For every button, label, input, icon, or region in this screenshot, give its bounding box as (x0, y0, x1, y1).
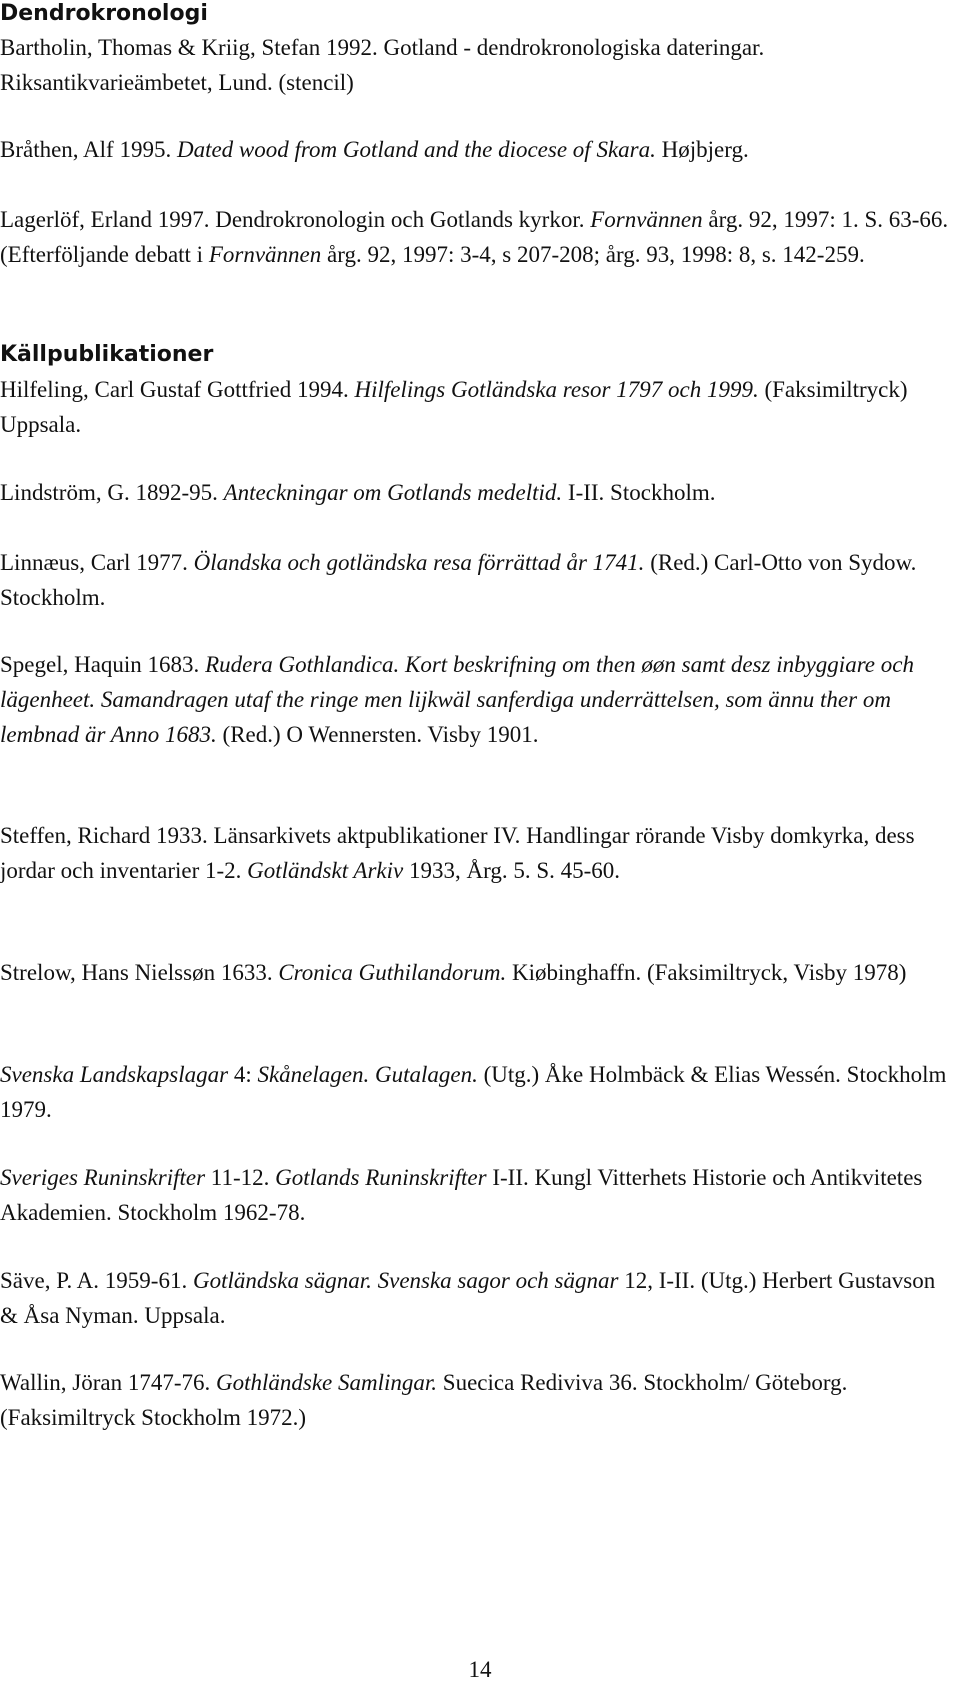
reference-entry (0, 202, 950, 272)
reference-entry (0, 955, 950, 990)
entry-title: Fornvännen (590, 207, 703, 232)
entry-title: Svenska Landskapslagar (0, 1062, 229, 1087)
entry-text: (Red.) Carl-Otto von Sydow. Stockholm. (0, 550, 917, 610)
entry-title: Gotländska sägnar. Svenska sagor och sägnar (192, 1268, 619, 1293)
section-heading-dendrokronologi: Dendrokronologi (0, 1, 208, 26)
entry-text: Spegel, Haquin 1683. (0, 652, 206, 677)
reference-entry (0, 1263, 950, 1333)
reference-entry (0, 647, 950, 752)
entry-title: Fornvännen (208, 242, 322, 267)
reference-entry (0, 1160, 950, 1230)
entry-text: Suecica Rediviva 36. Stockholm/ Göteborg. (Faksimiltryck Stockholm 1972.) (0, 1370, 848, 1430)
entry-text: Steffen, Richard 1933. Länsarkivets aktpublikationer IV. Handlingar rörande Visby domkyrka, dess jordar och inventarier 1-2. (0, 823, 915, 883)
entry-text: 1933, Årg. 5. S. 45-60. (403, 858, 621, 883)
page-number: 14 (468, 1657, 492, 1682)
entry-text: Bråthen, Alf 1995. (0, 137, 177, 162)
entry-title: Sveriges Runinskrifter (0, 1165, 206, 1190)
entry-title: Gothländske Samlingar. (215, 1370, 438, 1395)
entry-title: Hilfelings Gotländska resor 1797 och 1999. (354, 377, 759, 402)
entry-text: Kiøbinghaffn. (Faksimiltryck, Visby 1978) (506, 960, 907, 985)
entry-title: Cronica Guthilandorum. (278, 960, 507, 985)
entry-text: Hilfeling, Carl Gustaf Gottfried 1994. (0, 377, 355, 402)
entry-text: årg. 92, 1997: 1. S. 63-66. (Efterföljande debatt i (0, 207, 949, 267)
entry-text: (Utg.) Åke Holmbäck & Elias Wessén. Stockholm 1979. (0, 1062, 947, 1122)
entry-title: Skånelagen. Gutalagen. (257, 1062, 478, 1087)
reference-entry (0, 475, 950, 510)
entry-text: Lindström, G. 1892-95. (0, 480, 224, 505)
section-heading-kallpublikationer: Källpublikationer (0, 342, 214, 367)
reference-entry (0, 132, 950, 167)
entry-title: Rudera Gothlandica. Kort beskrifning om then øøn samt desz inbyggiare och lägenheet. Samandragen utaf the ringe men lijkwäl sanferdiga underrättelsen, som ännu ther om lembnad är Anno 1683. (0, 652, 914, 747)
entry-text: (Faksimiltryck) Uppsala. (0, 377, 908, 437)
entry-text: I-II. Kungl Vitterhets Historie och Antikvitetes Akademien. Stockholm 1962-78. (0, 1165, 923, 1225)
entry-text: Højbjerg. (655, 137, 749, 162)
entry-title: Gotländskt Arkiv (247, 858, 404, 883)
reference-entry (0, 30, 950, 100)
entry-text: I-II. Stockholm. (562, 480, 716, 505)
entry-text: Lagerlöf, Erland 1997. Dendrokronologin och Gotlands kyrkor. (0, 207, 591, 232)
reference-entry (0, 545, 950, 615)
reference-entry (0, 818, 950, 888)
entry-text: (Red.) O Wennersten. Visby 1901. (216, 722, 539, 747)
entry-text: 11-12. (205, 1165, 276, 1190)
entry-title: Ölandska och gotländska resa förrättad år 1741. (193, 550, 645, 575)
entry-text: 12, I-II. (Utg.) Herbert Gustavson & Åsa Nyman. Uppsala. (0, 1268, 936, 1328)
reference-entry (0, 1365, 950, 1435)
entry-title: Anteckningar om Gotlands medeltid. (223, 480, 563, 505)
entry-text: Säve, P. A. 1959-61. (0, 1268, 193, 1293)
reference-entry (0, 372, 950, 442)
entry-text: årg. 92, 1997: 3-4, s 207-208; årg. 93, 1998: 8, s. 142-259. (321, 242, 865, 267)
entry-title: Dated wood from Gotland and the diocese of Skara. (176, 137, 656, 162)
entry-text: Wallin, Jöran 1747-76. (0, 1370, 216, 1395)
entry-title: Gotlands Runinskrifter (275, 1165, 487, 1190)
entry-text: Strelow, Hans Nielssøn 1633. (0, 960, 279, 985)
reference-entry (0, 1057, 950, 1127)
entry-text: Linnæus, Carl 1977. (0, 550, 194, 575)
entry-text: 4: (228, 1062, 258, 1087)
entry-text: Bartholin, Thomas & Kriig, Stefan 1992. Gotland - dendrokronologiska dateringar. Riksantikvarieämbetet, Lund. (stencil) (0, 35, 765, 95)
